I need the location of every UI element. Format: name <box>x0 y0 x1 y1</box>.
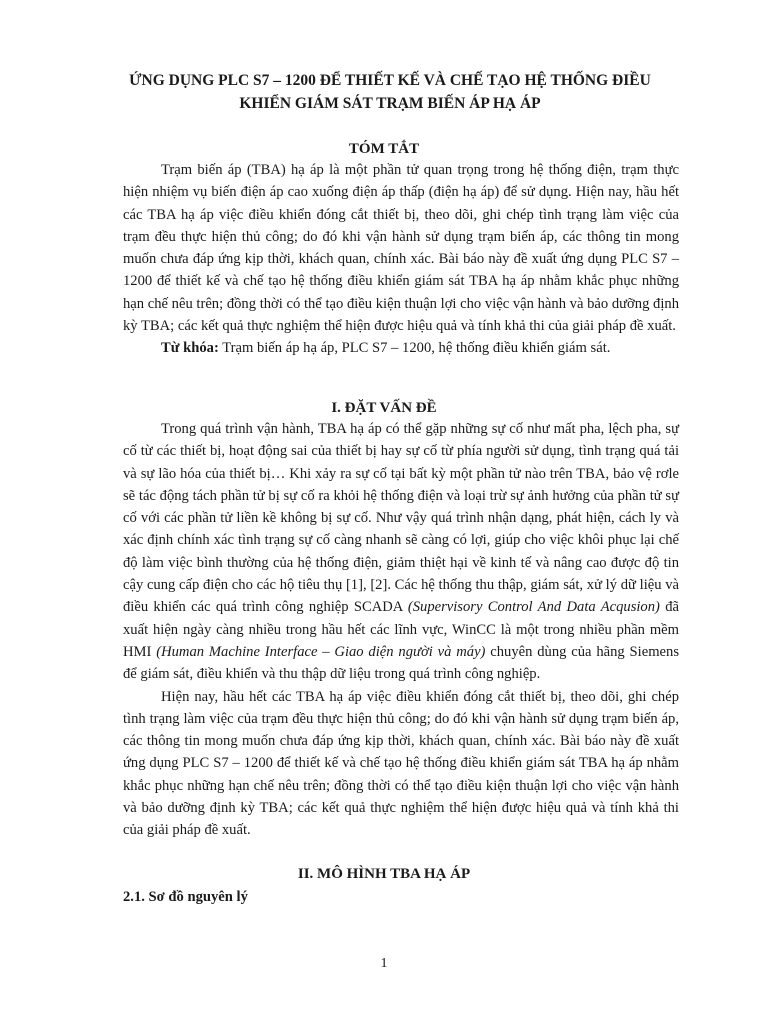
page-number: 1 <box>380 956 388 971</box>
paragraph-text: đã xuất hiện ngày càng nhiều trong hầu hết các lĩnh vực, WinCC là một trong nhiều phần mềm HMI <box>123 599 679 660</box>
title-line-2: KHIỂN GIÁM SÁT TRẠM BIẾN ÁP HẠ ÁP <box>239 95 541 112</box>
abstract-paragraph: Trạm biến áp (TBA) hạ áp là một phần tử quan trọng trong hệ thống điện, trạm thực hiện nhiệm vụ biến điện áp cao xuống điện áp thấp (điện hạ áp) để sử dụng. Hiện nay, hầu hết các TBA hạ áp việc điều khiển đóng cắt thiết bị, theo dõi, ghi chép tình trạng làm việc của trạm đều thực hiện thủ công; do đó khi vận hành sử dụng trạm biến áp, các thông tin mong muốn chưa đáp ứng kịp thời, khách quan, chính xác. Bài báo này đề xuất ứng dụng PLC S7 – 1200 để thiết kế và chế tạo hệ thống điều khiển giám sát TBA hạ áp nhằm khắc phục những hạn chế nêu trên; đồng thời có thể tạo điều kiện thuận lợi cho việc vận hành và bảo dưỡng định kỳ TBA; các kết quả thực nghiệm thể hiện được hiệu quả và tính khả thi của giải pháp đề xuất. <box>123 162 679 335</box>
title-line-1: ỨNG DỤNG PLC S7 – 1200 ĐỂ THIẾT KẾ VÀ CHẾ TẠO HỆ THỐNG ĐIỀU <box>129 72 651 89</box>
hmi-expansion: (Human Machine Interface – Giao diện người và máy) <box>156 643 486 660</box>
section-1-body <box>123 418 679 842</box>
scada-expansion: (Supervisory Control And Data Acqusion) <box>407 599 660 616</box>
abstract-body <box>123 159 679 360</box>
section-1-paragraph-1 <box>123 418 679 686</box>
keywords-line <box>123 337 679 359</box>
paragraph-text: Trong quá trình vận hành, TBA hạ áp có thể gặp những sự cố như mất pha, lệch pha, sự cố từ các thiết bị, hoạt động sai của thiết bị hay sự cố từ phía người sử dụng, tình trạng quá tải và sự lão hóa của thiết bị… Khi xảy ra sự cố tại bất kỳ một phần tử nào trên TBA, bảo vệ rơle sẽ tác động tách phần tử bị sự cố ra khỏi hệ thống điện và loại trừ sự ảnh hưởng của phần tử sự cố với các phần tử liền kề không bị sự cố. Như vậy quá trình nhận dạng, phát hiện, cách ly và xác định chính xác tình trạng sự cố càng nhanh sẽ càng có lợi, giúp cho việc khôi phục lại chế độ làm việc bình thường của hệ thống điện, giảm thiệt hại về kinh tế và nâng cao được độ tin cậy cung cấp điện cho các hộ tiêu thụ [1], [2]. Các hệ thống thu thập, giám sát, xử lý dữ liệu và điều khiển các quá trình công nghiệp SCADA <box>123 421 679 616</box>
keywords-label: Từ khóa: <box>161 340 219 357</box>
abstract-heading: TÓM TẮT <box>348 141 420 157</box>
section-1-paragraph-2: Hiện nay, hầu hết các TBA hạ áp việc điều khiển đóng cắt thiết bị, theo dõi, ghi chép tình trạng làm việc của trạm đều thực hiện thủ công; do đó khi vận hành sử dụng trạm biến áp, các thông tin mong muốn chưa đáp ứng kịp thời, khách quan, chính xác. Bài báo này đề xuất ứng dụng PLC S7 – 1200 để thiết kế và chế tạo hệ thống điều khiển giám sát TBA hạ áp nhằm khắc phục những hạn chế nêu trên; đồng thời có thể tạo điều kiện thuận lợi cho việc vận hành và bảo dưỡng định kỳ TBA; các kết quả thực nghiệm thể hiện được hiệu quả và tính khả thi của giải pháp đề xuất. <box>123 688 679 839</box>
paper-title <box>110 69 670 115</box>
subsection-2-1-heading: 2.1. Sơ đồ nguyên lý <box>123 889 248 905</box>
paragraph-text: chuyên dùng của hãng Siemens để giám sát, điều khiển và thu thập dữ liệu trong quá trình công nghiệp. <box>123 643 679 683</box>
section-1-heading: I. ĐẶT VẤN ĐỀ <box>331 400 437 416</box>
keywords-text: Trạm biến áp hạ áp, PLC S7 – 1200, hệ thống điều khiển giám sát. <box>218 340 611 357</box>
section-2-heading: II. MÔ HÌNH TBA HẠ ÁP <box>297 866 471 882</box>
